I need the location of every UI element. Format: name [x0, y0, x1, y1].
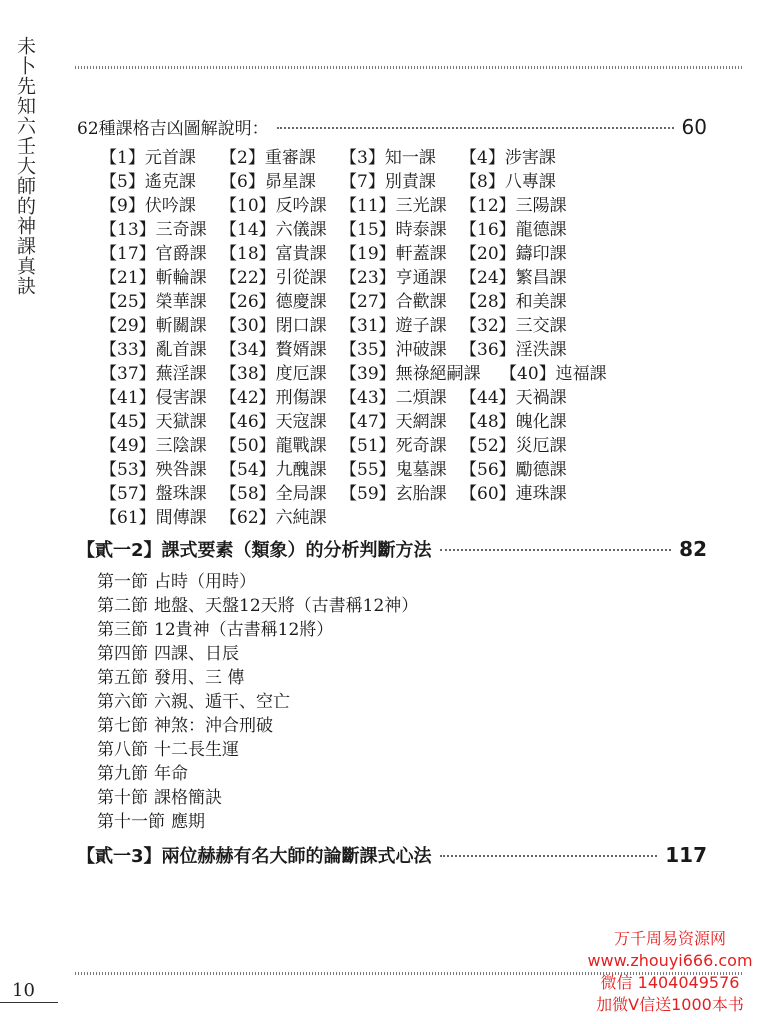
- lesson-number: 【31】: [340, 316, 396, 336]
- lesson-item: [100, 266, 220, 290]
- lesson-item: [220, 434, 340, 458]
- lesson-name: 度厄課: [275, 364, 327, 384]
- lesson-item: [340, 458, 460, 482]
- lesson-item: [460, 290, 580, 314]
- lesson-number: 【52】: [460, 436, 516, 456]
- lesson-number: 【61】: [100, 508, 156, 528]
- section-item: [97, 618, 418, 642]
- lesson-item: [340, 314, 460, 338]
- section-list: [97, 570, 418, 834]
- lesson-number: 【12】: [460, 196, 516, 216]
- lesson-number: 【36】: [460, 340, 516, 360]
- lesson-item: [500, 362, 620, 386]
- lesson-item: [100, 386, 220, 410]
- lesson-item: [460, 482, 580, 506]
- lesson-number: 【13】: [100, 220, 156, 240]
- lesson-item: [220, 170, 340, 194]
- lesson-name: 三陽課: [515, 196, 567, 216]
- lesson-name: 和美課: [515, 292, 567, 312]
- lesson-item: [340, 266, 460, 290]
- lesson-item: [220, 458, 340, 482]
- lesson-name: 時泰課: [395, 220, 447, 240]
- lesson-number: 【55】: [340, 460, 396, 480]
- lesson-number: 【60】: [460, 484, 516, 504]
- lesson-name: 間傳課: [155, 508, 207, 528]
- page-number: 10: [12, 980, 35, 1001]
- lesson-name: 富貴課: [275, 244, 327, 264]
- lesson-item: [460, 338, 580, 362]
- lesson-number: 【58】: [220, 484, 276, 504]
- lesson-name: 三陰課: [155, 436, 207, 456]
- lesson-name: 元首課: [144, 148, 196, 168]
- lesson-item: [220, 362, 340, 386]
- lesson-item: [340, 410, 460, 434]
- lesson-name: 殃咎課: [155, 460, 207, 480]
- lesson-item: [460, 146, 580, 170]
- lesson-name: 昴星課: [264, 172, 316, 192]
- lesson-name: 玄胎課: [395, 484, 447, 504]
- lesson-number: 【39】: [340, 364, 396, 384]
- section-item: [97, 762, 418, 786]
- leader-dots: [440, 855, 658, 857]
- lesson-name: 贅婿課: [275, 340, 327, 360]
- lesson-item: [460, 242, 580, 266]
- leader-dots: [440, 549, 672, 551]
- section-title: 發用、三 傳: [154, 668, 245, 688]
- lesson-name: 龍德課: [515, 220, 567, 240]
- section-item: [97, 642, 418, 666]
- lesson-item: [100, 362, 220, 386]
- section-item: [97, 810, 418, 834]
- section-number: 第三節: [97, 620, 148, 640]
- lesson-number: 【34】: [220, 340, 276, 360]
- lesson-item: [100, 506, 220, 530]
- lesson-name: 刑傷課: [275, 388, 327, 408]
- lesson-number: 【9】: [100, 196, 145, 216]
- section-item: [97, 738, 418, 762]
- lesson-item: [220, 410, 340, 434]
- lesson-number: 【27】: [340, 292, 396, 312]
- lesson-number: 【20】: [460, 244, 516, 264]
- lesson-item: [100, 458, 220, 482]
- section-item: [97, 666, 418, 690]
- section-number: 第二節: [97, 596, 148, 616]
- lesson-number: 【51】: [340, 436, 396, 456]
- lesson-number: 【6】: [220, 172, 265, 192]
- section-number: 第八節: [97, 740, 148, 760]
- lesson-number: 【23】: [340, 268, 396, 288]
- watermark-line: 微信 1404049576: [600, 973, 740, 992]
- lesson-number: 【37】: [100, 364, 156, 384]
- lesson-item: [220, 506, 340, 530]
- toc-entry-label: 62種課格吉凶圖解說明：: [77, 119, 269, 139]
- lesson-name: 迍福課: [555, 364, 607, 384]
- lesson-name: 重審課: [264, 148, 316, 168]
- section-title: 地盤、天盤12天將（古書稱12神）: [154, 596, 419, 616]
- lesson-name: 斬輪課: [155, 268, 207, 288]
- lesson-item: [220, 266, 340, 290]
- lesson-item: [340, 434, 460, 458]
- toc-entry-chapter-2-3[interactable]: [77, 842, 707, 868]
- lesson-name: 天禍課: [515, 388, 567, 408]
- lesson-number: 【38】: [220, 364, 276, 384]
- section-title: 四課、日辰: [154, 644, 239, 664]
- lesson-name: 九醜課: [275, 460, 327, 480]
- lesson-item: [460, 434, 580, 458]
- lesson-item: [340, 242, 460, 266]
- lesson-name: 連珠課: [515, 484, 567, 504]
- lesson-item: [340, 386, 460, 410]
- lesson-number: 【25】: [100, 292, 156, 312]
- lesson-number: 【17】: [100, 244, 156, 264]
- lesson-number: 【41】: [100, 388, 156, 408]
- lesson-number: 【32】: [460, 316, 516, 336]
- lesson-item: [460, 266, 580, 290]
- lesson-item: [220, 290, 340, 314]
- lesson-name: 三光課: [395, 196, 447, 216]
- toc-entry-label: 【貳一3】兩位赫赫有名大師的論斷課式心法: [77, 846, 432, 867]
- lesson-name: 榮華課: [155, 292, 207, 312]
- lesson-number: 【10】: [220, 196, 276, 216]
- toc-page-number: 82: [679, 537, 707, 561]
- lesson-number: 【49】: [100, 436, 156, 456]
- toc-entry-62-lesson-types[interactable]: [77, 114, 707, 139]
- lesson-name: 無祿絕嗣課: [395, 364, 481, 384]
- lesson-item: [100, 218, 220, 242]
- lesson-name: 六純課: [275, 508, 327, 528]
- lesson-name: 涉害課: [504, 148, 556, 168]
- lesson-number: 【26】: [220, 292, 276, 312]
- lesson-number: 【19】: [340, 244, 396, 264]
- section-title: 占時（用時）: [154, 572, 256, 592]
- lesson-name: 引從課: [275, 268, 327, 288]
- lesson-number: 【45】: [100, 412, 156, 432]
- lesson-item: [460, 410, 580, 434]
- lesson-number: 【24】: [460, 268, 516, 288]
- lesson-name: 盤珠課: [155, 484, 207, 504]
- lesson-item: [220, 218, 340, 242]
- lesson-item: [460, 314, 580, 338]
- section-item: [97, 714, 418, 738]
- lesson-item: [460, 218, 580, 242]
- lesson-item: [340, 194, 460, 218]
- toc-page-number: 117: [665, 843, 707, 867]
- lesson-number: 【14】: [220, 220, 276, 240]
- lesson-name: 繁昌課: [515, 268, 567, 288]
- lesson-list: [100, 146, 640, 530]
- lesson-number: 【35】: [340, 340, 396, 360]
- section-title: 課格簡訣: [154, 788, 222, 808]
- section-number: 第六節: [97, 692, 148, 712]
- lesson-number: 【33】: [100, 340, 156, 360]
- lesson-name: 遊子課: [395, 316, 447, 336]
- lesson-name: 三交課: [515, 316, 567, 336]
- lesson-name: 淫泆課: [515, 340, 567, 360]
- section-title: 應期: [171, 812, 205, 832]
- section-number: 第五節: [97, 668, 148, 688]
- lesson-name: 天獄課: [155, 412, 207, 432]
- lesson-name: 鬼墓課: [395, 460, 447, 480]
- lesson-number: 【46】: [220, 412, 276, 432]
- section-title: 12貴神（古書稱12將）: [154, 620, 334, 640]
- leader-dots: [277, 127, 674, 129]
- section-title: 六親、遁干、空亡: [154, 692, 290, 712]
- lesson-name: 全局課: [275, 484, 327, 504]
- lesson-number: 【11】: [340, 196, 396, 216]
- lesson-item: [220, 242, 340, 266]
- lesson-name: 二煩課: [395, 388, 447, 408]
- section-item: [97, 690, 418, 714]
- lesson-name: 遙克課: [144, 172, 196, 192]
- section-number: 第一節: [97, 572, 148, 592]
- watermark-line: 加微V信送1000本书: [596, 995, 744, 1014]
- lesson-number: 【50】: [220, 436, 276, 456]
- section-number: 第九節: [97, 764, 148, 784]
- lesson-number: 【40】: [500, 364, 556, 384]
- lesson-name: 沖破課: [395, 340, 447, 360]
- running-head-title: 未卜先知六壬大師的神課真訣: [14, 36, 36, 296]
- lesson-number: 【56】: [460, 460, 516, 480]
- section-number: 第七節: [97, 716, 148, 736]
- lesson-name: 死奇課: [395, 436, 447, 456]
- lesson-item: [460, 194, 580, 218]
- lesson-name: 閉口課: [275, 316, 327, 336]
- lesson-number: 【48】: [460, 412, 516, 432]
- section-number: 第四節: [97, 644, 148, 664]
- lesson-item: [100, 482, 220, 506]
- lesson-number: 【21】: [100, 268, 156, 288]
- lesson-name: 反吟課: [275, 196, 327, 216]
- lesson-number: 【3】: [340, 148, 385, 168]
- toc-entry-label: 【貳一2】課式要素（類象）的分析判斷方法: [77, 540, 432, 561]
- lesson-name: 六儀課: [275, 220, 327, 240]
- lesson-item: [100, 434, 220, 458]
- lesson-item: [340, 170, 460, 194]
- lesson-item: [100, 410, 220, 434]
- lesson-number: 【15】: [340, 220, 396, 240]
- lesson-item: [100, 290, 220, 314]
- lesson-number: 【2】: [220, 148, 265, 168]
- section-title: 十二長生運: [154, 740, 239, 760]
- lesson-number: 【54】: [220, 460, 276, 480]
- lesson-item: [220, 482, 340, 506]
- lesson-item: [460, 170, 580, 194]
- section-title: 年命: [154, 764, 188, 784]
- lesson-item: [220, 146, 340, 170]
- lesson-name: 鑄印課: [515, 244, 567, 264]
- lesson-number: 【59】: [340, 484, 396, 504]
- lesson-number: 【4】: [460, 148, 505, 168]
- toc-entry-chapter-2-2[interactable]: [77, 536, 707, 562]
- lesson-name: 別責課: [384, 172, 436, 192]
- lesson-item: [340, 482, 460, 506]
- lesson-name: 侵害課: [155, 388, 207, 408]
- lesson-name: 亂首課: [155, 340, 207, 360]
- lesson-item: [460, 458, 580, 482]
- lesson-name: 蕪淫課: [155, 364, 207, 384]
- lesson-item: [340, 290, 460, 314]
- lesson-name: 合歡課: [395, 292, 447, 312]
- page-number-underline: [0, 1002, 58, 1003]
- lesson-item: [460, 386, 580, 410]
- lesson-name: 軒蓋課: [395, 244, 447, 264]
- section-item: [97, 570, 418, 594]
- lesson-item: [220, 386, 340, 410]
- lesson-item: [100, 194, 220, 218]
- lesson-item: [100, 314, 220, 338]
- lesson-name: 魄化課: [515, 412, 567, 432]
- watermark-line: www.zhouyi666.com: [587, 951, 753, 970]
- lesson-number: 【43】: [340, 388, 396, 408]
- section-number: 第十一節: [97, 812, 165, 832]
- section-number: 第十節: [97, 788, 148, 808]
- lesson-number: 【16】: [460, 220, 516, 240]
- lesson-number: 【28】: [460, 292, 516, 312]
- lesson-number: 【30】: [220, 316, 276, 336]
- lesson-name: 亨通課: [395, 268, 447, 288]
- lesson-item: [220, 194, 340, 218]
- watermark-line: 万千周易资源网: [613, 929, 726, 948]
- top-dotted-rule: [75, 66, 743, 69]
- lesson-name: 八專課: [504, 172, 556, 192]
- lesson-name: 伏吟課: [144, 196, 196, 216]
- lesson-number: 【29】: [100, 316, 156, 336]
- section-item: [97, 594, 418, 618]
- lesson-name: 斬關課: [155, 316, 207, 336]
- lesson-item: [220, 338, 340, 362]
- lesson-number: 【53】: [100, 460, 156, 480]
- lesson-name: 三奇課: [155, 220, 207, 240]
- lesson-name: 官爵課: [155, 244, 207, 264]
- lesson-item: [340, 218, 460, 242]
- lesson-item: [100, 338, 220, 362]
- lesson-name: 龍戰課: [275, 436, 327, 456]
- lesson-number: 【18】: [220, 244, 276, 264]
- section-title: 神煞：沖合刑破: [154, 716, 273, 736]
- lesson-item: [100, 170, 220, 194]
- lesson-number: 【62】: [220, 508, 276, 528]
- lesson-number: 【44】: [460, 388, 516, 408]
- lesson-item: [340, 338, 460, 362]
- watermark: [575, 928, 765, 1016]
- lesson-number: 【7】: [340, 172, 385, 192]
- lesson-name: 知一課: [384, 148, 436, 168]
- lesson-number: 【1】: [100, 148, 145, 168]
- lesson-name: 天寇課: [275, 412, 327, 432]
- lesson-name: 德慶課: [275, 292, 327, 312]
- lesson-number: 【22】: [220, 268, 276, 288]
- lesson-number: 【5】: [100, 172, 145, 192]
- lesson-number: 【57】: [100, 484, 156, 504]
- toc-page-number: 60: [681, 115, 707, 139]
- lesson-item: [340, 362, 500, 386]
- lesson-item: [220, 314, 340, 338]
- lesson-name: 災厄課: [515, 436, 567, 456]
- lesson-item: [100, 242, 220, 266]
- lesson-number: 【42】: [220, 388, 276, 408]
- section-item: [97, 786, 418, 810]
- lesson-number: 【8】: [460, 172, 505, 192]
- lesson-name: 天網課: [395, 412, 447, 432]
- lesson-item: [100, 146, 220, 170]
- lesson-item: [340, 146, 460, 170]
- lesson-number: 【47】: [340, 412, 396, 432]
- lesson-name: 勵德課: [515, 460, 567, 480]
